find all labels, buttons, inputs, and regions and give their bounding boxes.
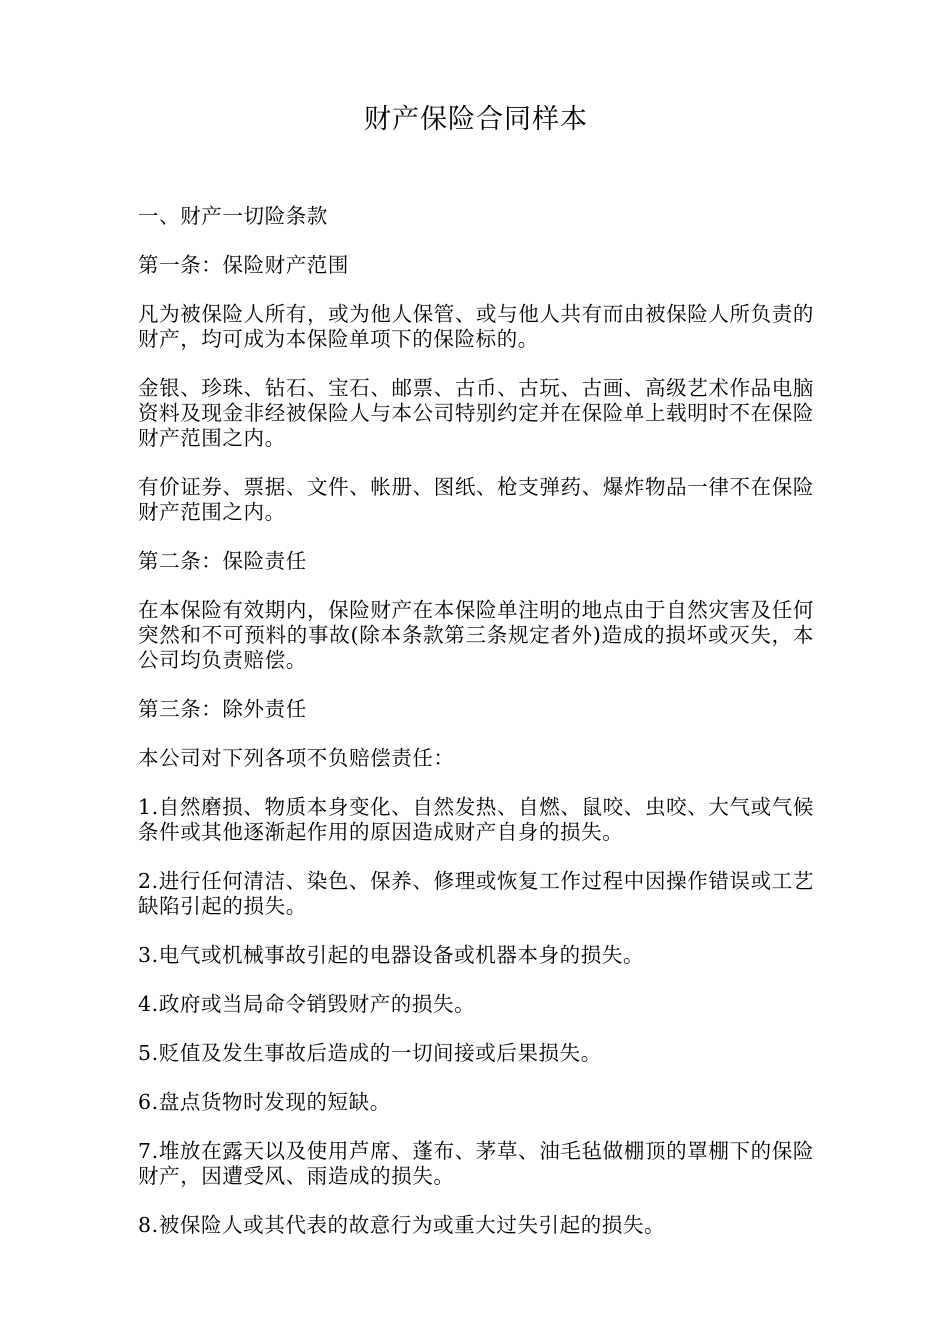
list-item: 8.被保险人或其代表的故意行为或重大过失引起的损失。 <box>138 1213 666 1237</box>
article2-paragraph: 在本保险有效期内，保险财产在本保险单注明的地点由于自然灾害及任何突然和不可预料的事故(除本条款第三条规定者外)造成的损坏或灭失，本公司均负责赔偿。 <box>138 598 814 672</box>
article1-paragraph: 凡为被保险人所有，或为他人保管、或与他人共有而由被保险人所负责的财产，均可成为本保险单项下的保险标的。 <box>138 302 814 351</box>
list-item: 6.盘点货物时发现的短缺。 <box>138 1090 391 1114</box>
article3-intro: 本公司对下列各项不负赔偿责任： <box>138 746 455 770</box>
article1-paragraph: 有价证券、票据、文件、帐册、图纸、枪支弹药、爆炸物品一律不在保险财产范围之内。 <box>138 475 814 524</box>
article3-heading: 第三条：除外责任 <box>138 697 307 721</box>
article1-paragraph: 金银、珍珠、钻石、宝石、邮票、古币、古玩、古画、高级艺术作品电脑资料及现金非经被保险人与本公司特别约定并在保险单上载明时不在保险财产范围之内。 <box>138 376 814 450</box>
list-item: 3.电气或机械事故引起的电器设备或机器本身的损失。 <box>138 943 645 967</box>
article2-heading: 第二条：保险责任 <box>138 549 307 573</box>
document-title: 财产保险合同样本 <box>364 104 588 135</box>
document-page <box>138 100 814 1262</box>
list-item: 7.堆放在露天以及使用芦席、蓬布、茅草、油毛毡做棚顶的罩棚下的保险财产，因遭受风、雨造成的损失。 <box>138 1139 814 1188</box>
exclusion-list <box>138 795 814 1238</box>
list-item: 2.进行任何清洁、染色、保养、修理或恢复工作过程中因操作错误或工艺缺陷引起的损失。 <box>138 869 814 918</box>
section-heading: 一、财产一切险条款 <box>138 204 328 228</box>
article1-heading: 第一条：保险财产范围 <box>138 253 349 277</box>
list-item: 1.自然磨损、物质本身变化、自然发热、自燃、鼠咬、虫咬、大气或气候条件或其他逐渐起作用的原因造成财产自身的损失。 <box>138 795 814 844</box>
list-item: 5.贬值及发生事故后造成的一切间接或后果损失。 <box>138 1041 602 1065</box>
list-item: 4.政府或当局命令销毁财产的损失。 <box>138 992 476 1016</box>
